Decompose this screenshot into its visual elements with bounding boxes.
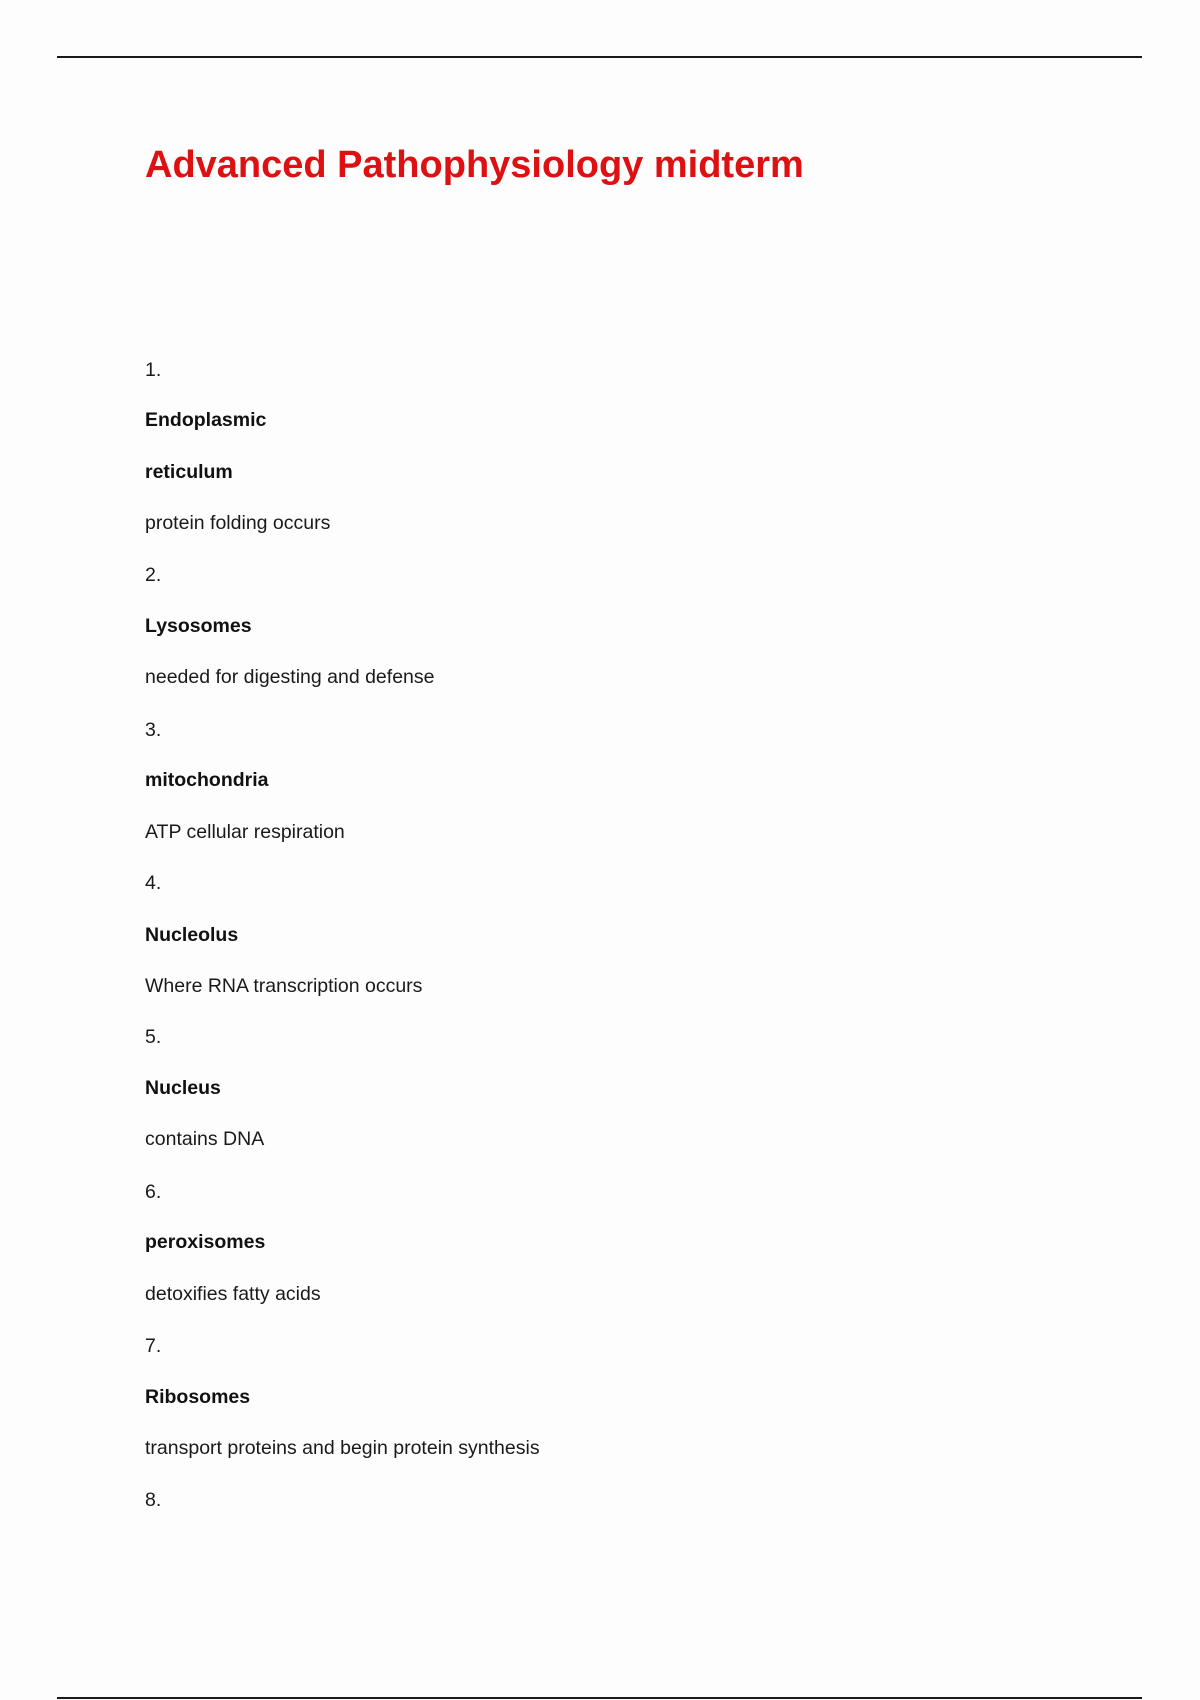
item-definition: needed for digesting and defense bbox=[145, 666, 435, 688]
item-definition: transport proteins and begin protein synthesis bbox=[145, 1437, 540, 1459]
item-definition: protein folding occurs bbox=[145, 512, 331, 534]
item-term: Nucleolus bbox=[145, 924, 239, 946]
item-definition: detoxifies fatty acids bbox=[145, 1283, 321, 1305]
item-definition: contains DNA bbox=[145, 1128, 265, 1150]
item-number: 3. bbox=[145, 719, 162, 741]
item-term: peroxisomes bbox=[145, 1231, 266, 1253]
item-definition: Where RNA transcription occurs bbox=[145, 975, 423, 997]
document-title: Advanced Pathophysiology midterm bbox=[145, 144, 804, 186]
top-rule bbox=[57, 56, 1142, 58]
item-number: 4. bbox=[145, 872, 162, 894]
item-number: 5. bbox=[145, 1026, 162, 1048]
item-definition: ATP cellular respiration bbox=[145, 821, 345, 843]
item-number: 8. bbox=[145, 1489, 162, 1511]
item-number: 2. bbox=[145, 564, 162, 586]
bottom-rule bbox=[57, 1697, 1142, 1699]
item-term: reticulum bbox=[145, 461, 233, 483]
item-number: 6. bbox=[145, 1181, 162, 1203]
item-term: Nucleus bbox=[145, 1077, 221, 1099]
item-term: Ribosomes bbox=[145, 1386, 251, 1408]
item-number: 1. bbox=[145, 359, 162, 381]
item-term: Lysosomes bbox=[145, 615, 252, 637]
item-term: Endoplasmic bbox=[145, 409, 267, 431]
item-term: mitochondria bbox=[145, 769, 269, 791]
item-number: 7. bbox=[145, 1335, 162, 1357]
